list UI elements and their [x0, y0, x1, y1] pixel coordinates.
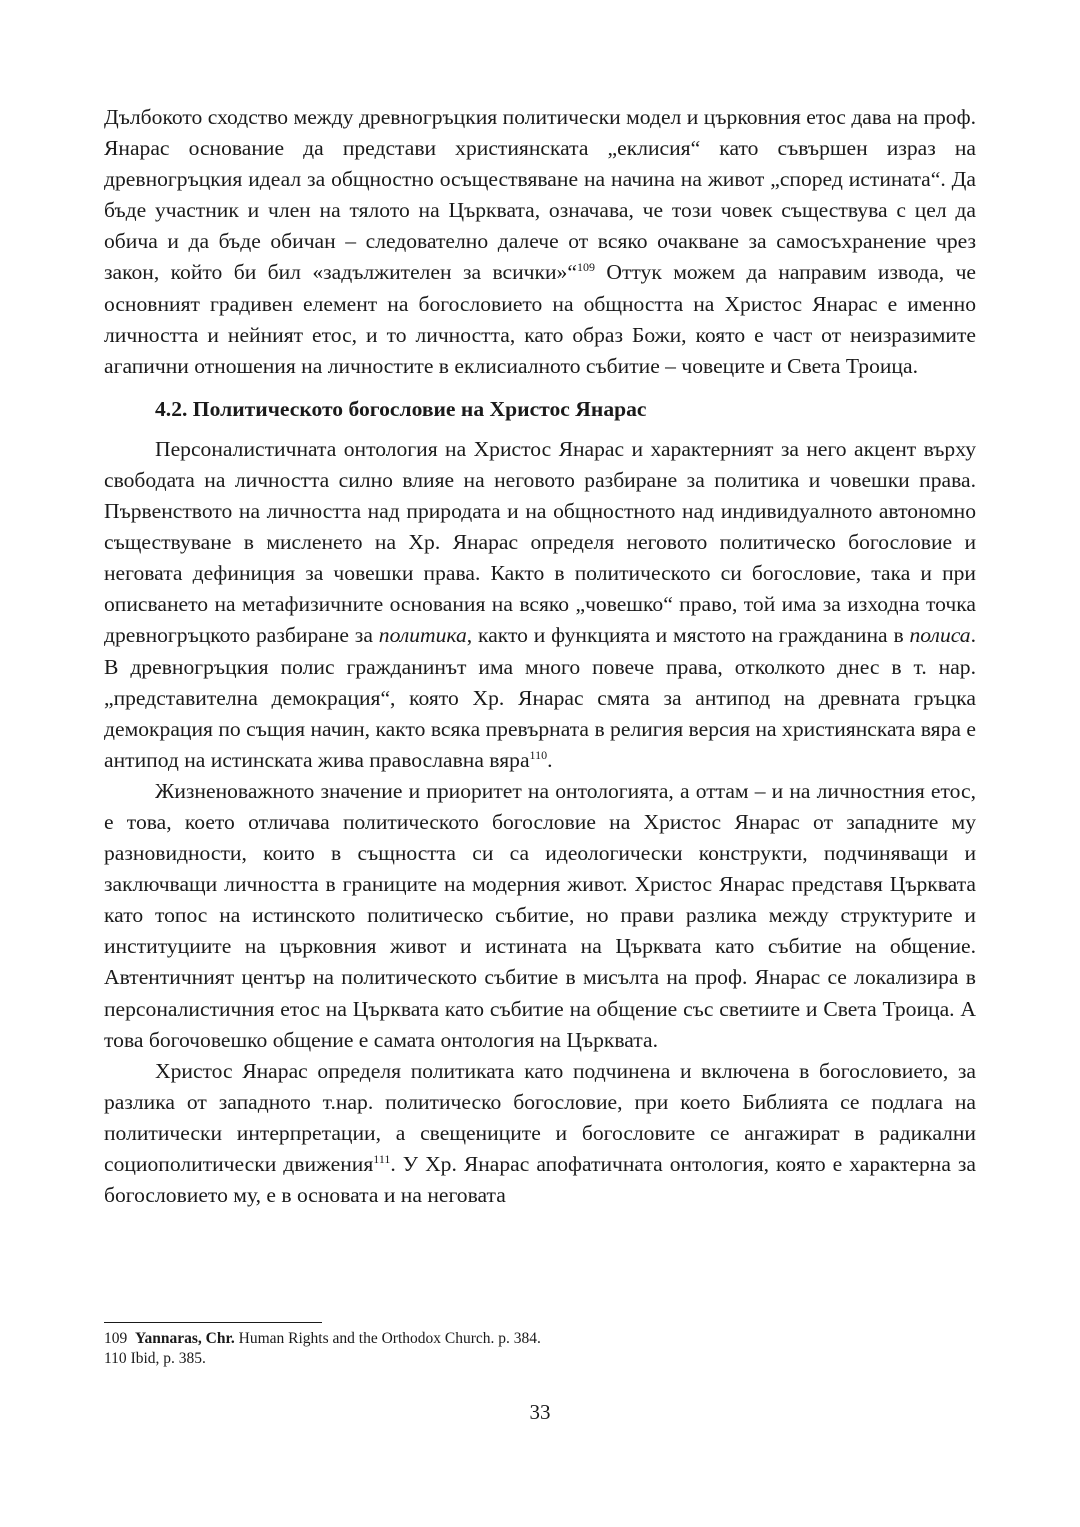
paragraph-4: Христос Янарас определя политиката като подчинена и включена в богословието, за разлика от западното т.нар. политическо богословие, при което Библията се подлага на политически интерпретации, а свещениците и богословите се ангажират в радикални социополитически движения$^{111}$. У Хр. Янарас апофатичната онтология, която е характерна за богословието му, е в основата и на неговата [104, 1058, 977, 1208]
paragraph-2: Персоналистичната онтология на Христос Янарас и характерният за него акцент върху свободата на личността силно влияе на неговото разбиране за политика и човешки права. Първенството на личността над природата и на общностното над индивидуалното автономно съществуване в мисленето на Хр. Янарас определя неговото политическо богословие и неговата дефиниция за човешки права. Както в политическото си богословие, така и при описването на метафизичните основания на всяко „човешко“ право, той има за изходна точка древногръцкото разбиране за политика, както и функцията и мястото на гражданина в полиса. В древногръцкия полис гражданинът има много повече права, отколкото днес в т. нар. „представителна демокрация“, която Хр. Янарас смята за антипод на древната гръцка демокрация по същия начин, както всяка превърната в религия версия на християнската вяра е антипод на истинската жива православна вяра$^{110}$. [104, 436, 976, 772]
footnote-divider [104, 1322, 322, 1323]
footnote-ref-110[interactable]: 110 [529, 747, 548, 762]
footnote-ref-109[interactable]: 109 [576, 260, 595, 275]
section-heading: 4.2. Политическото богословие на Христос Янарас [155, 396, 647, 421]
footnote-item: 110 Ibid, p. 385. [104, 1350, 206, 1367]
footnote-ref-111[interactable]: 111 [373, 1151, 391, 1166]
paragraph-3: Жизненоважното значение и приоритет на онтологията, а оттам – и на личностния етос, е това, което отличава политическото богословие на Христос Янарас от западните му разновидности, които в същността си са идеологически конструкти, подчиняващи и заключващи личността в границите на модерния живот. Христос Янарас представя Църквата като топос на истинското политическо събитие, но прави разлика между структурите и институциите на църковния живот и истината на Църквата като събитие на общение. Автентичният център на политическото събитие в мисълта на проф. Янарас се локализира в персоналистичния етос на Църквата като събитие на общение със светиите и Света Троица. А това богочовешко общение е самата онтология на Църквата. [104, 778, 976, 1052]
page-number: 33 [529, 1400, 551, 1424]
footnote-item: 109 Yannaras, Chr. Human Rights and the Orthodox Church. p. 384. [104, 1330, 541, 1347]
footnotes [104, 1322, 976, 1369]
paragraph-1: Дълбокото сходство между древногръцкия политически модел и църковния етос дава на проф. Янарас основание да представи християнската „еклисия“ като съвършен израз на древногръцкия идеал за общностно осъществяване на начина на живот „според истината“. Да бъде участник и член на тялото на Църквата, означава, че този човек съществува с цел да обича и да бъде обичан – следователно далече от всяко очакване за самосъхранение чрез закон, който би бил «задължителен за всички»“$^{109}$ Оттук можем да направим извода, че основният градивен елемент на богословието на общността на Христос Янарас е именно личността и нейният етос, и то личността, като образ Божи, която е част от неизразимите агапични отношения на личностите в еклисиалното събитие – човеците и Света Троица. [104, 105, 977, 378]
page-body [104, 102, 976, 1211]
